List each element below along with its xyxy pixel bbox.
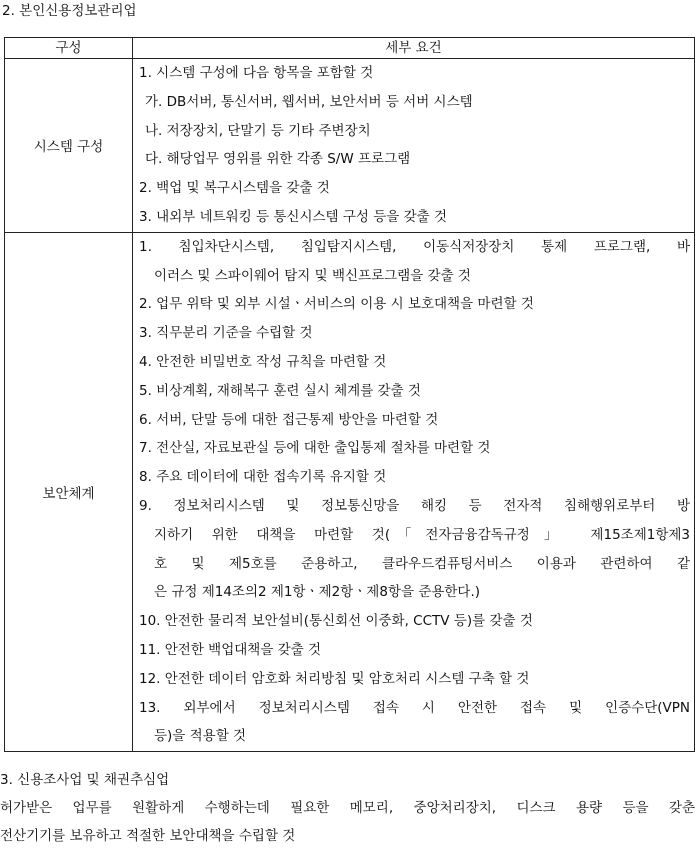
detail-line: 3. 내외부 네트워킹 등 통신시스템 구성 등을 갖출 것 <box>139 208 448 225</box>
detail-line: 12. 안전한 데이터 암호화 처리방침 및 암호처리 시스템 구축 할 것 <box>139 670 530 687</box>
category-system: 시스템 구성 <box>5 59 133 233</box>
detail-line: 1. 시스템 구성에 다음 항목을 포함할 것 <box>139 65 374 81</box>
detail-line: 등)을 적용할 것 <box>154 728 247 745</box>
requirements-table <box>4 37 695 752</box>
detail-line: 4. 안전한 비밀번호 작성 규칙을 마련할 것 <box>139 353 387 370</box>
detail-line: 6. 서버, 단말 등에 대한 접근통제 방안을 마련할 것 <box>139 411 439 428</box>
detail-line: 2. 백업 및 복구시스템을 갖출 것 <box>139 180 330 197</box>
section-3-title: 3. 신용조사업 및 채권추심업 <box>0 772 170 788</box>
detail-line: 가. DB서버, 통신서버, 웹서버, 보안서버 등 서버 시스템 <box>145 93 473 110</box>
detail-line: 다. 해당업무 영위를 위한 각종 S/W 프로그램 <box>145 151 411 168</box>
detail-line: 나. 저장장치, 단말기 등 기타 주변장치 <box>145 122 371 139</box>
header-detail: 세부 요건 <box>133 38 695 59</box>
table-header-row <box>5 38 695 59</box>
detail-line: 지하기 위한 대책을 마련할 것(「전자금융감독규정」 제15조제1항제3 <box>154 526 690 543</box>
detail-line: 11. 안전한 백업대책을 갖출 것 <box>139 641 322 658</box>
detail-security <box>133 232 695 751</box>
detail-line: 7. 전산실, 자료보관실 등에 대한 출입통제 절차를 마련할 것 <box>139 440 491 457</box>
detail-line: 10. 안전한 물리적 보안설비(통신회선 이중화, CCTV 등)를 갖출 것 <box>139 613 533 630</box>
detail-line: 8. 주요 데이터에 대한 접속기록 유지할 것 <box>139 469 387 486</box>
section-2-title: 2. 본인신용정보관리업 <box>2 3 137 19</box>
detail-line: 이러스 및 스파이웨어 탐지 및 백신프로그램을 갖출 것 <box>154 267 471 284</box>
section-3-text-line: 전산기기를 보유하고 적절한 보안대책을 수립할 것 <box>0 828 296 844</box>
detail-line: 3. 직무분리 기준을 수립할 것 <box>139 325 313 342</box>
detail-line: 9. 정보처리시스템 및 정보통신망을 해킹 등 전자적 침해행위로부터 방 <box>139 497 690 514</box>
section-3-text-line: 허가받은 업무를 원활하게 수행하는데 필요한 메모리, 중앙처리장치, 디스크 용량 등을 갖춘 <box>0 800 695 816</box>
detail-line: 1. 침입차단시스템, 침입탐지시스템, 이동식저장장치 통제 프로그램, 바 <box>139 238 690 255</box>
section-3 <box>0 766 695 850</box>
detail-line: 2. 업무 위탁 및 외부 시설ㆍ서비스의 이용 시 보호대책을 마련할 것 <box>139 296 534 313</box>
table-row-security <box>5 232 695 751</box>
detail-system <box>133 59 695 233</box>
table-row-system <box>5 59 695 233</box>
category-security: 보안체계 <box>5 232 133 751</box>
header-category: 구성 <box>5 38 133 59</box>
detail-line: 5. 비상계획, 재해복구 훈련 실시 체계를 갖출 것 <box>139 382 421 399</box>
detail-line: 은 규정 제14조의2 제1항ㆍ제2항ㆍ제8항을 준용한다.) <box>154 584 481 601</box>
detail-line: 호 및 제5호를 준용하고, 클라우드컴퓨팅서비스 이용과 관련하여 같 <box>154 555 690 572</box>
detail-line: 13. 외부에서 정보처리시스템 접속 시 안전한 접속 및 인증수단(VPN <box>139 699 690 716</box>
